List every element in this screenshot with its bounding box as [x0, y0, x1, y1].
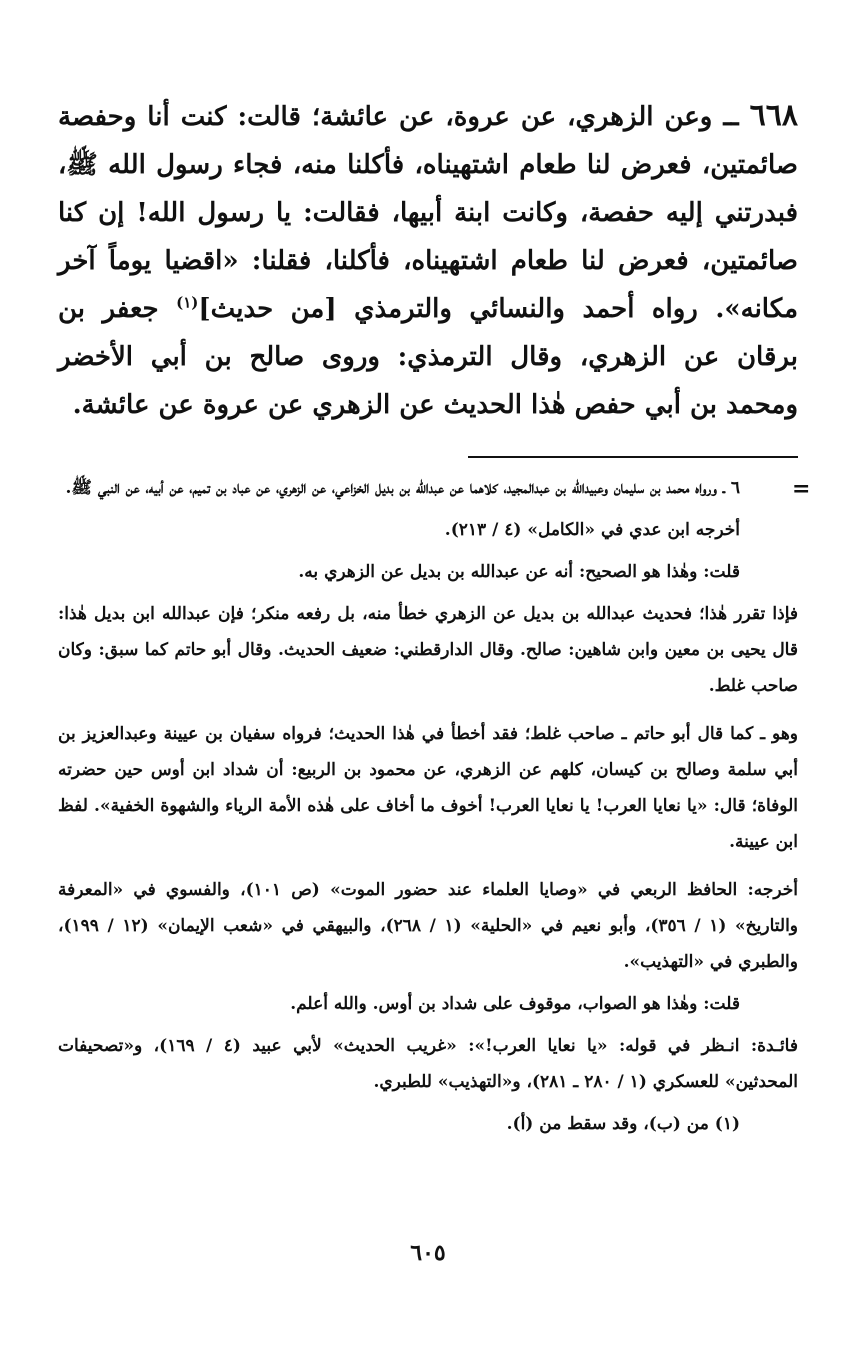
footnote-paragraph: أخرجه ابن عدي في «الكامل» (٤ / ٢١٣). [444, 520, 740, 540]
footnotes-section [58, 470, 798, 1148]
hadith-text-part-2: جعفر بن برقان عن الزهري، وقال الترمذي: وروى صالح بن أبي الأخضر ومحمد بن أبي حفص هٰذا الحديث عن الزهري عن عروة عن عائشة. [58, 294, 798, 420]
hadith-paragraph [58, 92, 798, 429]
footnote-paragraph: (١) من (ب)، وقد سقط من (أ). [506, 1114, 740, 1134]
footnote-paragraph: قلت: وهٰذا هو الصحيح: أنه عن عبدالله بن بديل عن الزهري به. [298, 562, 740, 582]
footnote-paragraph: وهو ـ كما قال أبو حاتم ـ صاحب غلط؛ فقد أخطأ في هٰذا الحديث؛ فرواه سفيان بن عيينة وعبدالعزيز بن أبي سلمة وصالح بن كيسان، كلهم عن الزهري، عن محمود بن الربيع: أن شداد ابن أوس حين حضرته الوفاة؛ قال: «يا نعايا العرب! يا نعايا العرب! أخوف ما أخاف على هٰذه الأمة الرياء والشهوة الخفية». لفظ ابن عيينة. [58, 724, 798, 852]
footnote-paragraph: أخرجه: الحافظ الربعي في «وصايا العلماء عند حضور الموت» (ص ١٠١)، والفسوي في «المعرفة والتاريخ» (١ / ٣٥٦)، وأبو نعيم في «الحلية» (١ / ٢٦٨)، والبيهقي في «شعب الإيمان» (١٢ / ١٩٩)، والطبري في «التهذيب». [58, 880, 799, 972]
footnote-paragraph: قلت: وهٰذا هو الصواب، موقوف على شداد بن أوس. والله أعلم. [290, 994, 740, 1014]
footnote-paragraph: ٦ ـ ورواه محمد بن سليمان وعبيدالله بن عبدالمجيد، كلاهما عن عبدالله بن بديل الخزاعي، عن الزهري، عن عباد بن تميم، عن أبيه، عن النبي ﷺ. [65, 478, 740, 498]
continuation-mark: = [792, 476, 811, 502]
page-number: ٦٠٥ [410, 1240, 446, 1266]
footnote-divider [468, 456, 798, 458]
hadith-text-part-1: ــ وعن الزهري، عن عروة، عن عائشة؛ قالت: كنت أنا وحفصة صائمتين، فعرض لنا طعام اشتهيناه، فأكلنا منه، فجاء رسول الله ﷺ، فبدرتني إليه حفصة، وكانت ابنة أبيها، فقالت: يا رسول الله! إن كنا صائمتين، فعرض لنا طعام اشتهيناه، فأكلنا، فقلنا: «اقضيا يوماً آخر مكانه». رواه أحمد والنسائي والترمذي [من حديث] [58, 102, 799, 324]
footnote-reference: (١) [176, 293, 199, 312]
footnote-paragraph: فائـدة: انـظر في قوله: «يا نعايا العرب!»: «غريب الحديث» لأبي عبيد (٤ / ١٦٩)، و«تصحيفات المحدثين» للعسكري (١ / ٢٨٠ ـ ٢٨١)، و«التهذيب» للطبري. [58, 1036, 798, 1092]
hadith-number: ٦٦٨ [749, 98, 798, 133]
footnote-paragraph: فإذا تقرر هٰذا؛ فحديث عبدالله بن بديل عن الزهري خطأ منه، بل رفعه منكر؛ فإن عبدالله ابن بديل هٰذا: قال يحيى بن معين وابن شاهين: صالح. وقال الدارقطني: ضعيف الحديث. وقال أبو حاتم كما سبق: وكان صاحب غلط. [58, 604, 798, 696]
